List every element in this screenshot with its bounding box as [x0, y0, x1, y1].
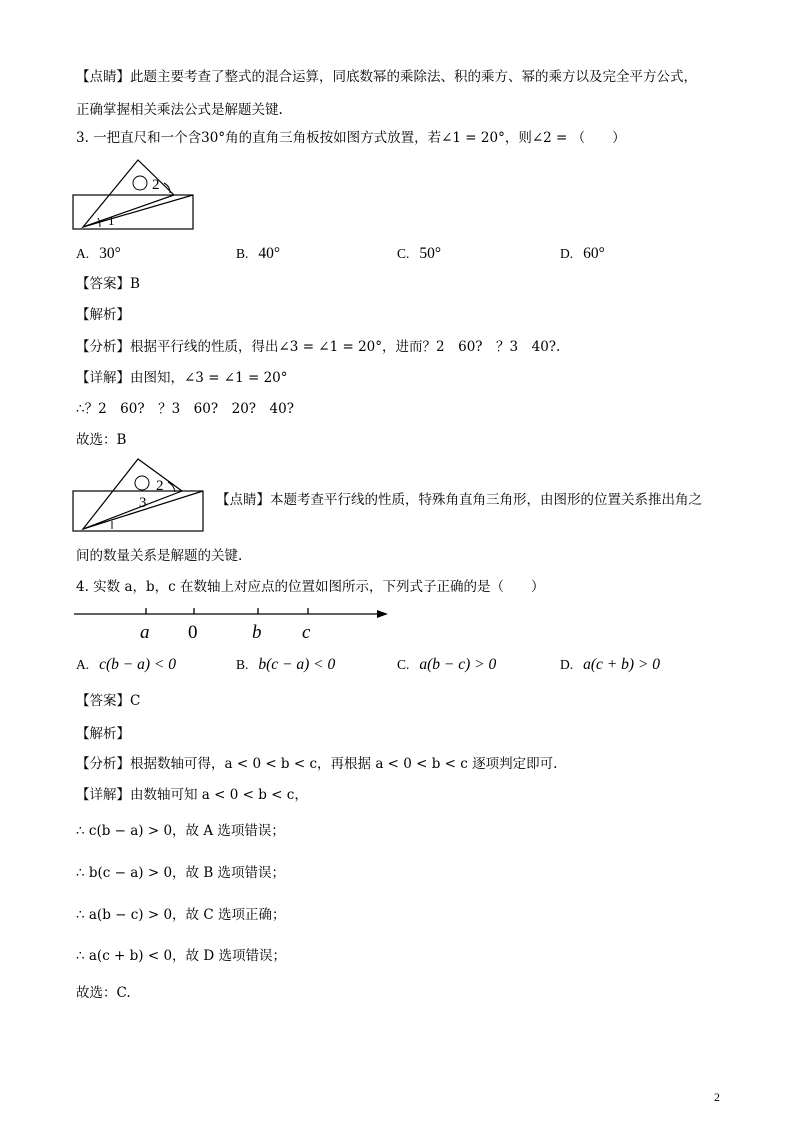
q3-option-c: C. 50° — [397, 245, 442, 262]
q3-option-a: A. 30° — [76, 245, 121, 262]
angle-3-label: 3 — [139, 495, 147, 511]
q3-stem: 3. 一把直尺和一个含30°角的直角三角板按如图方式放置，若∠1 = 20°，则∠2 = （ ） — [76, 130, 626, 146]
q4-analysis-title: 【解析】 — [76, 726, 130, 742]
q3-dianjing-line2: 间的数量关系是解题的关键. — [76, 548, 243, 564]
angle-1-label: 1 — [108, 213, 115, 228]
axis-label-c: c — [302, 622, 311, 643]
q4-option-a: A. c(b − a) < 0 — [76, 656, 176, 673]
page-number: 2 — [714, 1090, 720, 1104]
q3-xiangjie: 【详解】由图知，∠3 = ∠1 = 20° — [76, 370, 288, 386]
q4-step-d: ∴ a(c + b) < 0，故 D 选项错误； — [76, 948, 286, 964]
q4-fenxi: 【分析】根据数轴可得，a < 0 < b < c，再根据 a < 0 < b < c 逐项判定即可. — [76, 756, 558, 772]
q4-choose: 故选：C. — [76, 985, 131, 1001]
triangle — [83, 160, 174, 227]
q4-number-line — [72, 600, 392, 646]
q4-step-c: ∴ a(b − c) > 0，故 C 选项正确； — [76, 907, 286, 923]
q3-choose: 故选：B — [76, 432, 127, 448]
prev-dianjing-line1: 【点睛】此题主要考查了整式的混合运算，同底数幂的乘除法、积的乘方、幂的乘方以及完全平方公式， — [76, 69, 697, 85]
q4-option-b: B. b(c − a) < 0 — [236, 656, 336, 673]
q4-xiangjie: 【详解】由数轴可知 a < 0 < b < c， — [76, 787, 308, 803]
q3-option-b: B. 40° — [236, 245, 281, 262]
q4-option-d: D. a(c + b) > 0 — [560, 656, 660, 673]
q3-analysis-title: 【解析】 — [76, 307, 130, 323]
q3-answer: 【答案】B — [76, 276, 140, 292]
q3-figure-2 — [72, 455, 208, 535]
q3-fenxi: 【分析】根据平行线的性质，得出∠3 = ∠1 = 20°，进而？2 60? ？3 40?. — [76, 339, 561, 355]
q4-answer: 【答案】C — [76, 693, 141, 709]
q3-therefore: ∴？2 60? ？3 60? 20? 40? — [76, 401, 294, 417]
q4-option-c: C. a(b − c) > 0 — [397, 656, 497, 673]
q3-dianjing-line1: 【点睛】本题考查平行线的性质，特殊角直角三角形，由图形的位置关系推出角之 — [216, 492, 702, 508]
prev-dianjing-line2: 正确掌握相关乘法公式是解题关键. — [76, 102, 283, 118]
angle-2-label: 2 — [152, 177, 160, 193]
angle-marker — [133, 176, 147, 190]
axis-label-0: 0 — [188, 622, 198, 643]
angle-2-label: 2 — [156, 478, 164, 494]
q4-step-a: ∴ c(b − a) > 0，故 A 选项错误； — [76, 823, 285, 839]
q4-step-b: ∴ b(c − a) > 0，故 B 选项错误； — [76, 865, 286, 881]
q4-stem: 4. 实数 a，b，c 在数轴上对应点的位置如图所示，下列式子正确的是（ ） — [76, 579, 545, 595]
q3-figure — [72, 155, 202, 235]
axis-label-b: b — [252, 622, 262, 643]
axis-label-a: a — [140, 622, 150, 643]
q3-option-d: D. 60° — [560, 245, 605, 262]
